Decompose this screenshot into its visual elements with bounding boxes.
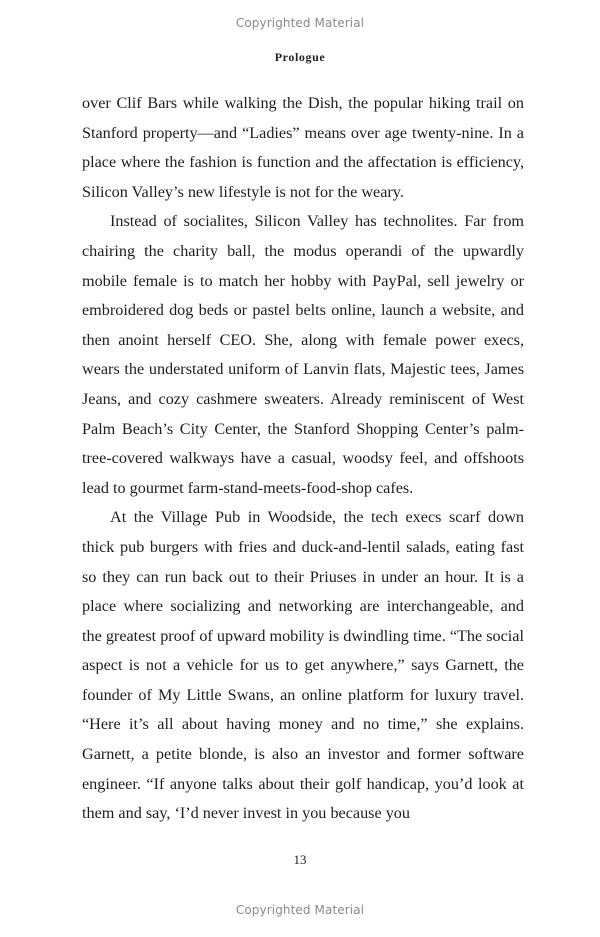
body-text	[82, 89, 524, 829]
paragraph: Instead of socialites, Silicon Valley has technolites. Far from chairing the charity ball, the modus operandi of the upwardly mobile female is to match her hobby with PayPal, sell jewelry or embroidered dog beds or pastel belts online, launch a website, and then anoint herself CEO. She, along with female power execs, wears the understated uniform of Lanvin flats, Majestic tees, James Jeans, and cozy cashmere sweaters. Already reminiscent of West Palm Beach’s City Center, the Stanford Shopping Center’s palm-tree-covered walkways have a casual, woodsy feel, and offshoots lead to gourmet farm-stand-meets-food-shop cafes.	[82, 212, 524, 497]
page-number: 13	[293, 852, 307, 867]
paragraph-continued: over Clif Bars while walking the Dish, the popular hiking trail on Stanford property—and “Ladies” means over age twenty-nine. In a place where the fashion is function and the affectation is efficiency, Silicon Valley’s new lifestyle is not for the weary.	[82, 94, 524, 201]
copyright-watermark-top: Copyrighted Material	[235, 16, 365, 30]
copyright-watermark-bottom: Copyrighted Material	[235, 903, 365, 917]
running-head: Prologue	[274, 50, 326, 64]
paragraph: At the Village Pub in Woodside, the tech execs scarf down thick pub burgers with fries and duck-and-lentil salads, eating fast so they can run back out to their Priuses in under an hour. It is a place where socializing and networking are interchangeable, and the greatest proof of upward mobility is dwindling time. “The social aspect is not a vehicle for us to get anywhere,” says Garnett, the founder of My Little Swans, an online platform for luxury travel. “Here it’s all about having money and no time,” she explains. Garnett, a petite blonde, is also an investor and former software engineer. “If anyone talks about their golf handicap, you’d look at them and say, ‘I’d never invest in you because you	[82, 508, 524, 823]
